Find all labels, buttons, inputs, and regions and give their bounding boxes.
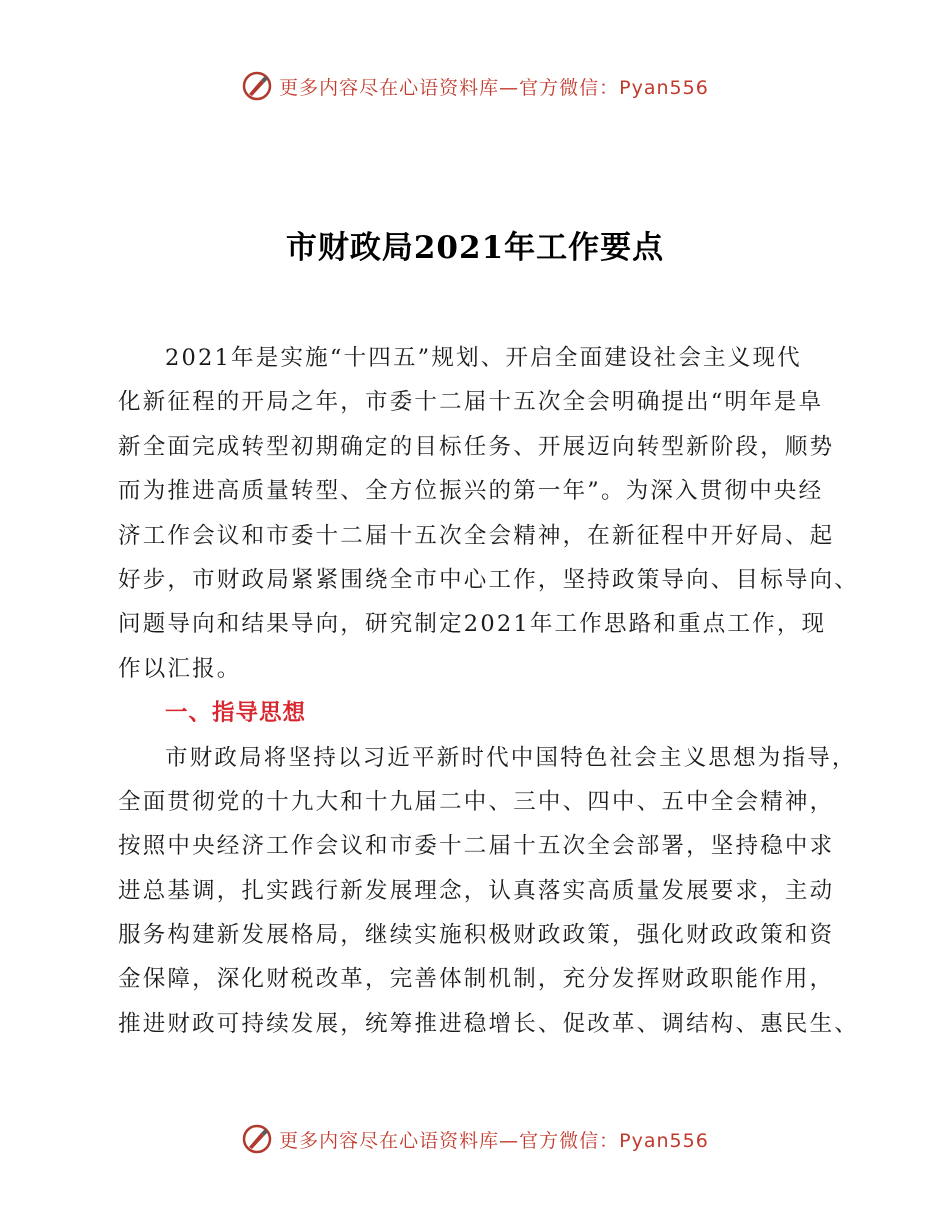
paragraph-line: 好步，市财政局紧紧围绕全市中心工作，坚持政策导向、目标导向、 xyxy=(118,566,860,593)
paragraph-line: 进总基调，扎实践行新发展理念，认真落实高质量发展要求，主动 xyxy=(118,877,835,904)
paragraph-line: 服务构建新发展格局，继续实施积极财政政策，强化财政政策和资 xyxy=(118,922,835,949)
paragraph-line: 按照中央经济工作会议和市委十二届十五次全会部署，坚持稳中求 xyxy=(118,833,835,860)
pen-logo-icon xyxy=(241,70,273,102)
watermark-text: 更多内容尽在心语资料库—官方微信：Pyan556 xyxy=(279,1129,709,1152)
paragraph-line: 金保障，深化财税改革，完善体制机制，充分发挥财政职能作用， xyxy=(118,966,835,993)
document-title: 市财政局2021年工作要点 xyxy=(285,230,665,266)
paragraph-line: 市财政局将坚持以习近平新时代中国特色社会主义思想为指导， xyxy=(165,744,857,771)
paragraph-line: 问题导向和结果导向，研究制定2021年工作思路和重点工作，现 xyxy=(118,611,827,638)
pen-logo-icon xyxy=(241,1123,273,1155)
paragraph-line: 济工作会议和市委十二届十五次全会精神，在新征程中开好局、起 xyxy=(118,522,835,549)
watermark-header xyxy=(0,70,950,102)
paragraph-line: 化新征程的开局之年，市委十二届十五次全会明确提出“明年是阜 xyxy=(118,389,824,416)
paragraph-line: 全面贯彻党的十九大和十九届二中、三中、四中、五中全会精神， xyxy=(118,788,835,815)
document-body xyxy=(118,336,860,1046)
paragraph-line: 新全面完成转型初期确定的目标任务、开展迈向转型新阶段，顺势 xyxy=(118,433,835,460)
paragraph-line: 而为推进高质量转型、全方位振兴的第一年”。为深入贯彻中央经 xyxy=(118,478,824,505)
paragraph-line: 推进财政可持续发展，统筹推进稳增长、促改革、调结构、惠民生、 xyxy=(118,1010,860,1037)
paragraph-line: 作以汇报。 xyxy=(118,655,242,682)
watermark-footer xyxy=(0,1123,950,1155)
section-heading: 一、指导思想 xyxy=(165,700,307,727)
watermark-text: 更多内容尽在心语资料库—官方微信：Pyan556 xyxy=(279,76,709,99)
paragraph-line: 2021年是实施“十四五”规划、开启全面建设社会主义现代 xyxy=(165,345,802,371)
